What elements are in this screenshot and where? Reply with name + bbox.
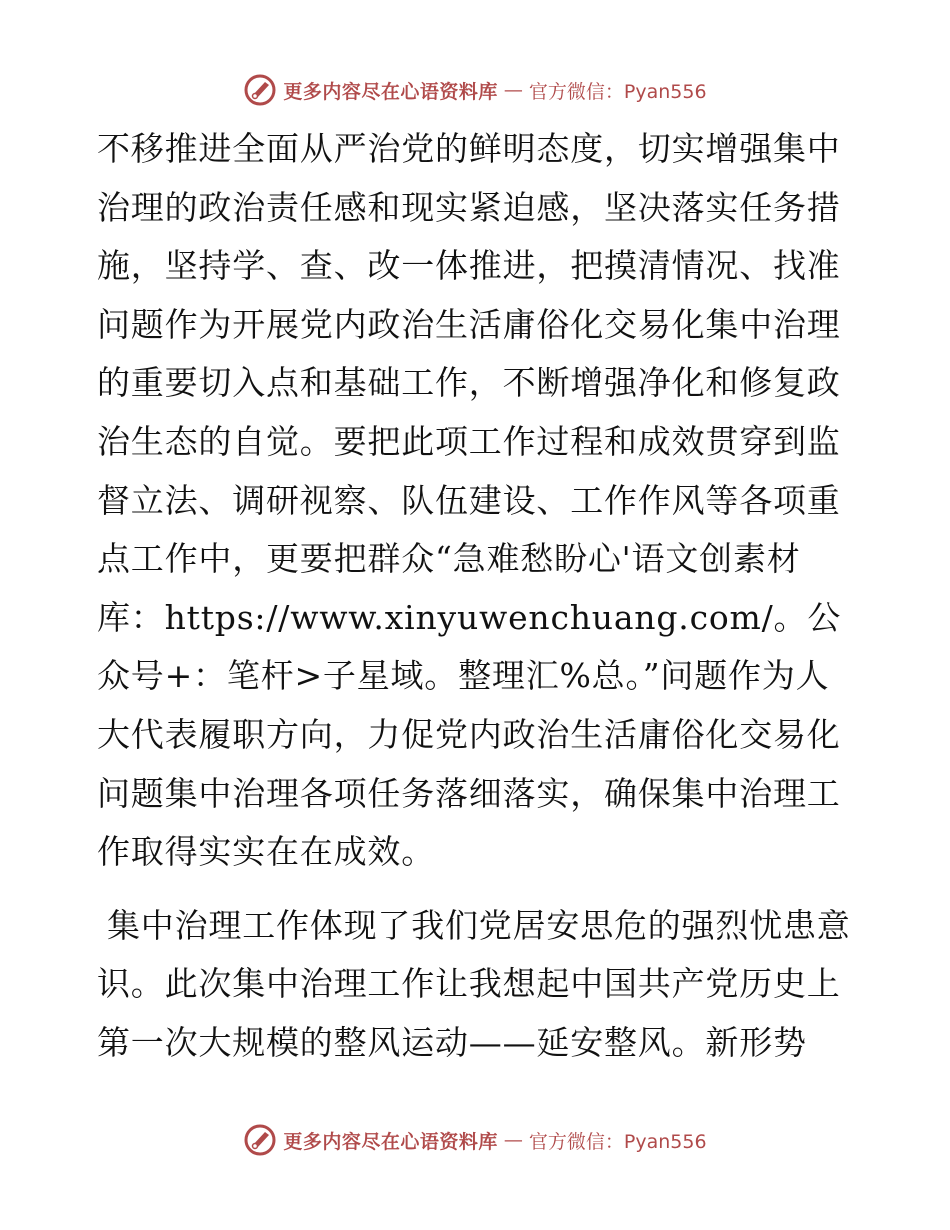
banner-separator: — (503, 1129, 523, 1151)
banner-main-text: 更多内容尽在心语资料库 (283, 1130, 498, 1153)
header-banner (0, 70, 950, 110)
banner-main-text: 更多内容尽在心语资料库 (283, 80, 498, 103)
brand-logo-icon (243, 73, 277, 107)
banner-separator: — (503, 79, 523, 101)
paragraph-2: 集中治理工作体现了我们党居安思危的强烈忧患意识。此次集中治理工作让我想起中国共产党历史上第一次大规模的整风运动——延安整风。新形势 (97, 905, 851, 1062)
brand-logo-icon (243, 1123, 277, 1157)
banner-official-wechat: 官方微信：Pyan556 (528, 80, 707, 103)
paragraph-1: 不移推进全面从严治党的鲜明态度，切实增强集中治理的政治责任感和现实紧迫感，坚决落实任务措施，坚持学、查、改一体推进，把摸清情况、找准问题作为开展党内政治生活庸俗化交易化集中治理的重要切入点和基础工作，不断增强净化和修复政治生态的自觉。要把此项工作过程和成效贯穿到监督立法、调研视察、队伍建设、工作作风等各项重点工作中，更要把群众“急难愁盼心'语文创素材库：https://www.xinyuwenchuang.com/。公众号+：笔杆>子星域。整理汇%总。”问题作为人大代表履职方向，力促党内政治生活庸俗化交易化问题集中治理各项任务落细落实，确保集中治理工作取得实实在在成效。 (97, 129, 842, 872)
footer-banner (0, 1120, 950, 1160)
banner-official-wechat: 官方微信：Pyan556 (528, 1130, 707, 1153)
document-body (97, 120, 857, 1073)
